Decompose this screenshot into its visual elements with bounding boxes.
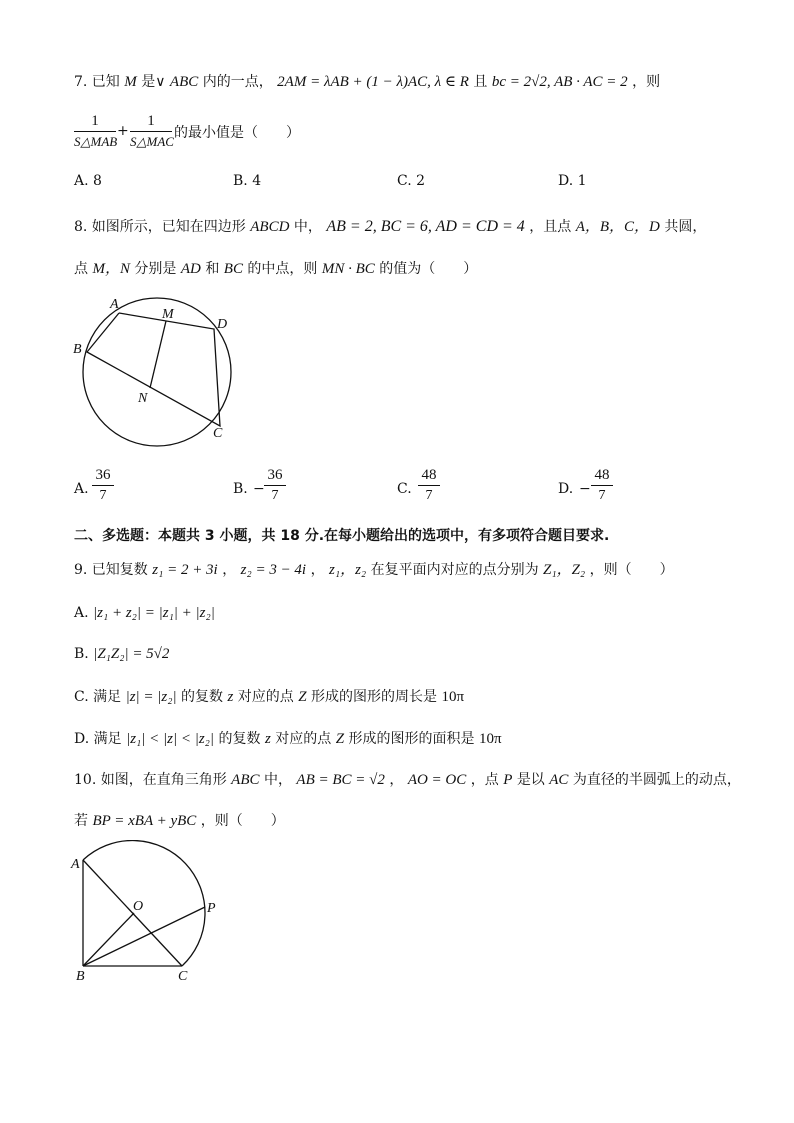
label-B: B	[73, 342, 82, 357]
q8-ABCD: ABCD	[250, 219, 290, 235]
q7-option-d: D. 1	[558, 173, 587, 189]
q8-text: 共圆，	[664, 219, 707, 235]
label-A: A	[110, 297, 119, 312]
option-math: z	[227, 689, 234, 705]
option-text: D. 满足	[74, 731, 122, 747]
q8-text: 点	[74, 261, 88, 277]
q9-option-a	[74, 604, 215, 622]
option-text: 的复数	[218, 731, 261, 747]
fraction-denominator: 7	[425, 488, 433, 503]
q9-text: ，则（ ）	[589, 562, 674, 578]
q8-text: 的中点，则	[247, 261, 318, 277]
option-text: 对应的点	[237, 689, 294, 705]
q10-text: 中，	[263, 772, 292, 788]
fraction-bar	[591, 485, 613, 486]
label-M: M	[162, 307, 174, 322]
fraction-numerator: 48	[421, 467, 437, 483]
q9-option-c	[74, 688, 464, 706]
q10-AC: AC	[549, 772, 569, 788]
fraction-denominator: S△MAC	[130, 134, 174, 149]
q7-text: 是∨	[141, 74, 166, 90]
q10-text: 为直径的半圆弧上的动点，	[572, 772, 741, 788]
q7-line1	[74, 73, 660, 91]
fraction-denominator: 7	[598, 488, 606, 503]
q7-fraction-1	[74, 112, 116, 151]
option-math: z	[264, 731, 271, 747]
option-text: 形成的图形的周长是	[311, 689, 438, 705]
q10-semicircle-figure	[66, 840, 236, 985]
fraction-denominator: 7	[99, 488, 107, 503]
q7-text: 内的一点，	[202, 74, 273, 90]
fraction-numerator: 48	[594, 467, 610, 483]
q9-text: 在复平面内对应的点分别为	[370, 562, 539, 578]
q7-text: 且	[473, 74, 488, 90]
q8-circle-figure	[70, 292, 250, 452]
q7-ABC: ABC	[169, 74, 199, 90]
fraction-bar	[130, 131, 172, 132]
option-math: |z₁ + z₂| = |z₁| + |z₂|	[93, 605, 215, 621]
q9-option-d	[74, 730, 502, 748]
q8-option-a-label: A.	[74, 481, 89, 497]
q8-text: 分别是	[134, 261, 177, 277]
option-text: C. 满足	[74, 689, 122, 705]
q10-P: P	[503, 772, 513, 788]
q9-z1: z₁ = 2 + 3i	[152, 562, 218, 578]
q10-text: ，点	[470, 772, 499, 788]
quadrilateral-ABCD	[87, 313, 220, 426]
label-D: D	[217, 317, 228, 332]
label-N: N	[138, 391, 148, 406]
q10-midpoint: AO = OC	[407, 772, 467, 788]
q10-text: ，则（ ）	[200, 813, 285, 829]
option-label: A.	[74, 605, 89, 621]
q7-vector-equation: 2AM = λAB + (1 − λ)AC, λ ∈ R	[277, 74, 469, 90]
q10-text: 10. 如图，在直角三角形	[74, 772, 227, 788]
fraction-denominator: 7	[271, 488, 279, 503]
fraction-bar	[264, 485, 286, 486]
q10-side-lengths: AB = BC = √2	[296, 772, 385, 788]
fraction-numerator: 36	[95, 467, 111, 483]
circumcircle	[83, 298, 231, 446]
fraction-denominator: S△MAB	[74, 134, 118, 149]
q7-option-a: A. 8	[74, 173, 102, 189]
option-label: B.	[74, 646, 89, 662]
q7-option-c: C. 2	[397, 173, 426, 189]
q8-text: 的值为（ ）	[379, 261, 478, 277]
q7-text: ，则	[632, 74, 661, 90]
option-text: 的复数	[181, 689, 224, 705]
q9-text: 9. 已知复数	[74, 562, 148, 578]
fraction-bar	[92, 485, 114, 486]
q10-line1	[74, 771, 741, 789]
fraction-numerator: 36	[267, 467, 283, 483]
q8-line2	[74, 260, 477, 278]
q8-text: 中，	[293, 219, 322, 235]
option-text: 对应的点	[275, 731, 332, 747]
q7-plus: +	[117, 123, 129, 139]
option-math: Z	[335, 731, 345, 747]
label-C: C	[178, 969, 188, 984]
q8-AD: AD	[180, 261, 201, 277]
q8-option-d-sign: −	[579, 481, 591, 497]
option-value: 10π	[441, 689, 465, 705]
q9-stem	[74, 561, 674, 579]
q10-text: ，	[389, 772, 404, 788]
q10-text: 若	[74, 813, 88, 829]
q9-Z1-Z2: Z₁，Z₂	[543, 562, 586, 578]
label-C: C	[213, 426, 223, 441]
q8-option-d-label: D.	[558, 481, 574, 497]
q8-text: 和	[205, 261, 220, 277]
q9-z2: z₂ = 3 − 4i	[240, 562, 307, 578]
q7-condition: bc = 2√2, AB · AC = 2	[491, 74, 628, 90]
q10-vector-equation: BP = xBA + yBC	[92, 813, 197, 829]
q8-option-b-fraction	[264, 466, 286, 505]
q10-line2	[74, 812, 285, 830]
q8-line1	[74, 218, 706, 236]
q9-option-b	[74, 645, 169, 663]
fraction-bar	[418, 485, 440, 486]
q10-text: 是以	[516, 772, 545, 788]
segment-BP	[83, 907, 205, 966]
q8-option-b-sign: −	[253, 481, 265, 497]
q8-text: ，且点	[529, 219, 572, 235]
q8-option-b-label: B.	[233, 481, 248, 497]
q8-MN: M，N	[92, 261, 130, 277]
q7-text: 7. 已知	[74, 74, 120, 90]
q7-fraction-2	[130, 112, 172, 151]
label-P: P	[207, 901, 216, 916]
fraction-numerator: 1	[147, 113, 155, 129]
q9-z1-z2: z₁，z₂	[329, 562, 367, 578]
q8-option-c-fraction	[418, 466, 440, 505]
q8-points: A，B，C，D	[575, 219, 660, 235]
section-2-heading: 二、多选题：本题共 3 小题，共 18 分.在每小题给出的选项中，有多项符合题目要求.	[74, 528, 610, 544]
q8-option-c-label: C.	[397, 481, 412, 497]
option-math: |Z₁Z₂| = 5√2	[93, 646, 170, 662]
label-O: O	[133, 899, 144, 914]
option-math: Z	[298, 689, 307, 705]
label-A: A	[71, 857, 80, 872]
q8-side-lengths: AB = 2, BC = 6, AD = CD = 4	[326, 218, 525, 235]
fraction-numerator: 1	[91, 113, 99, 129]
q7-ask: 的最小值是（ ）	[174, 125, 300, 141]
option-text: 形成的图形的面积是	[348, 731, 475, 747]
q8-option-d-fraction	[591, 466, 613, 505]
q8-option-a-fraction	[92, 466, 114, 505]
segment-MN	[150, 321, 166, 388]
segment-BO	[83, 913, 134, 966]
q8-dot-product: MN · BC	[321, 261, 375, 277]
option-math: |z| = |z₂|	[125, 689, 177, 705]
q9-text: ，	[222, 562, 237, 578]
q7-option-b: B. 4	[233, 173, 262, 189]
fraction-bar	[74, 131, 116, 132]
q8-BC: BC	[223, 261, 243, 277]
label-B: B	[76, 969, 85, 984]
q9-text: ，	[310, 562, 325, 578]
option-value: 10π	[478, 731, 502, 747]
q8-text: 8. 如图所示，已知在四边形	[74, 219, 246, 235]
option-math: |z₁| < |z| < |z₂|	[126, 731, 215, 747]
q7-M: M	[124, 74, 137, 90]
q10-ABC: ABC	[231, 772, 260, 788]
